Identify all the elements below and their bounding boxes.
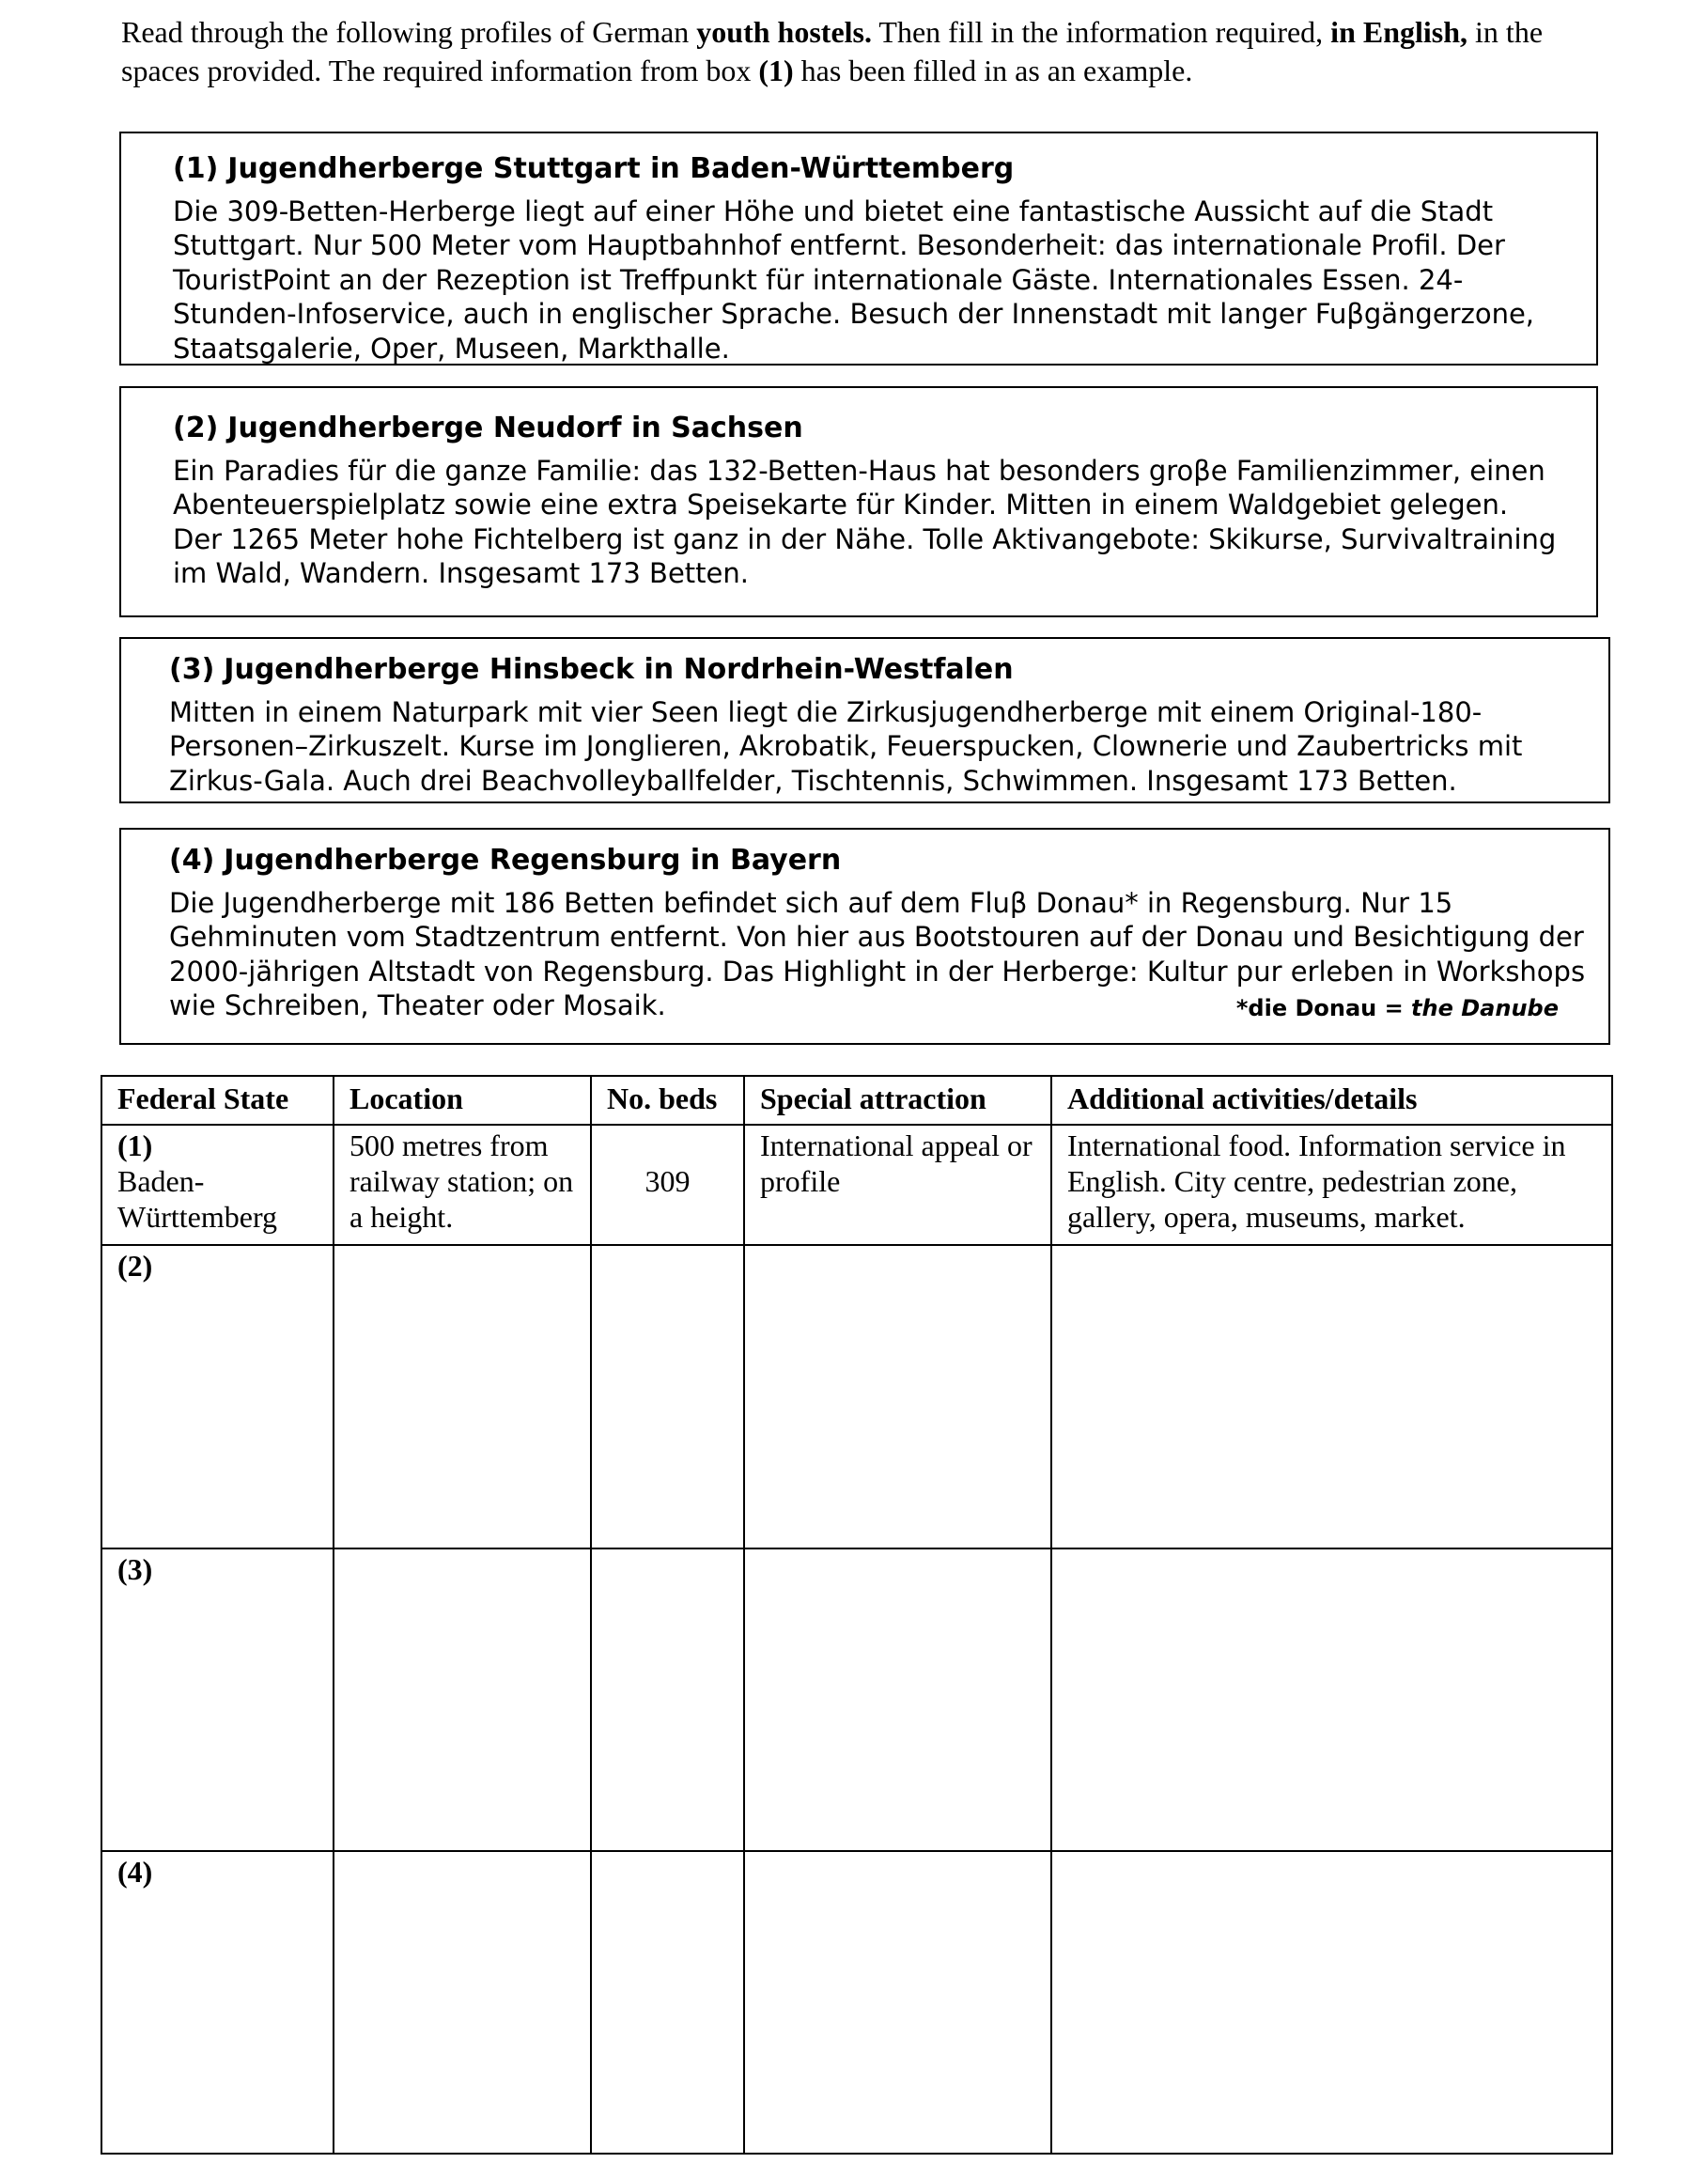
cell-special-attraction[interactable] — [744, 1548, 1051, 1851]
table-header-row — [101, 1076, 1612, 1125]
hostel-title: (1) Jugendherberge Stuttgart in Baden-Württemberg — [173, 152, 1015, 185]
footnote: *die Donau = the Danube — [1235, 995, 1559, 1021]
header-location: Location — [334, 1076, 591, 1125]
hostel-description: Ein Paradies für die ganze Familie: das 132-Betten-Haus hat besonders groβe Familienzimmer, einen Abenteuerspielplatz sowie eine extra Speisekarte für Kinder. Mitten in einem Waldgebiet gelegen. Der 1265 Meter hohe Fichtelberg ist ganz in der Nähe. Tolle Aktivangebote: Skikurse, Survivaltraining im Wald, Wandern. Insgesamt 173 Betten. — [173, 454, 1557, 589]
header-additional-details: Additional activities/details — [1051, 1076, 1612, 1125]
cell-no-beds[interactable] — [591, 1851, 744, 2154]
hostel-description: Die Jugendherberge mit 186 Betten befindet sich auf dem Fluβ Donau* in Regensburg. Nur 15 Gehminuten vom Stadtzentrum entfernt. Von hier aus Bootstouren auf der Donau und Besichtigung der 2000-jährigen Altstadt von Regensburg. Das Highlight in der Herberge: Kultur pur erleben in Workshops wie Schreiben, Theater oder Mosaik. — [169, 886, 1586, 1021]
cell-additional-details[interactable] — [1051, 1548, 1612, 1851]
cell-special-attraction: International appeal or profile — [744, 1125, 1051, 1245]
cell-federal-state[interactable]: (4) — [101, 1851, 334, 2154]
cell-special-attraction[interactable] — [744, 1245, 1051, 1548]
cell-location: 500 metres from railway station; on a height. — [334, 1125, 591, 1245]
table-row — [101, 1245, 1612, 1548]
cell-additional-details: International food. Information service in English. City centre, pedestrian zone, gallery, opera, museums, market. — [1051, 1125, 1612, 1245]
hostel-title: (3) Jugendherberge Hinsbeck in Nordrhein-Westfalen — [169, 653, 1014, 686]
header-federal-state: Federal State — [101, 1076, 334, 1125]
cell-no-beds: 309 — [591, 1125, 744, 1245]
cell-federal-state[interactable]: (2) — [101, 1245, 334, 1548]
hostel-profile-3 — [119, 637, 1610, 803]
cell-no-beds[interactable] — [591, 1548, 744, 1851]
hostel-title: (4) Jugendherberge Regensburg in Bayern — [169, 844, 842, 877]
hostel-profile-2 — [119, 386, 1598, 617]
cell-federal-state: (1) Baden-Württemberg — [101, 1125, 334, 1245]
cell-federal-state[interactable]: (3) — [101, 1548, 334, 1851]
header-no-beds: No. beds — [591, 1076, 744, 1125]
table-row — [101, 1548, 1612, 1851]
hostel-profile-1 — [119, 132, 1598, 366]
cell-location[interactable] — [334, 1245, 591, 1548]
cell-special-attraction[interactable] — [744, 1851, 1051, 2154]
instructions: Read through the following profiles of German youth hostels. Then fill in the information required, in English, in the spaces provided. The required information from box (1) has been filled in as an example. — [121, 15, 1544, 87]
hostel-title: (2) Jugendherberge Neudorf in Sachsen — [173, 412, 803, 444]
cell-location[interactable] — [334, 1548, 591, 1851]
hostel-description: Die 309-Betten-Herberge liegt auf einer Höhe und bietet eine fantastische Aussicht auf die Stadt Stuttgart. Nur 500 Meter vom Hauptbahnhof entfernt. Besonderheit: das internationale Profil. Der TouristPoint an der Rezeption ist Treffpunkt für internationale Gäste. Internationales Essen. 24-Stunden-Infoservice, auch in englischer Sprache. Besuch der Innenstadt mit langer Fuβgängerzone, Staatsgalerie, Oper, Museen, Markthalle. — [173, 195, 1535, 365]
cell-additional-details[interactable] — [1051, 1245, 1612, 1548]
hostel-profile-4 — [119, 828, 1610, 1045]
cell-location[interactable] — [334, 1851, 591, 2154]
cell-no-beds[interactable] — [591, 1245, 744, 1548]
header-special-attraction: Special attraction — [744, 1076, 1051, 1125]
cell-additional-details[interactable] — [1051, 1851, 1612, 2154]
answer-table — [101, 1075, 1613, 2155]
table-row — [101, 1125, 1612, 1245]
table-row — [101, 1851, 1612, 2154]
hostel-description: Mitten in einem Naturpark mit vier Seen liegt die Zirkusjugendherberge mit einem Original-180-Personen–Zirkuszelt. Kurse im Jonglieren, Akrobatik, Feuerspucken, Clownerie und Zaubertricks mit Zirkus-Gala. Auch drei Beachvolleyballfelder, Tischtennis, Schwimmen. Insgesamt 173 Betten. — [169, 695, 1523, 797]
